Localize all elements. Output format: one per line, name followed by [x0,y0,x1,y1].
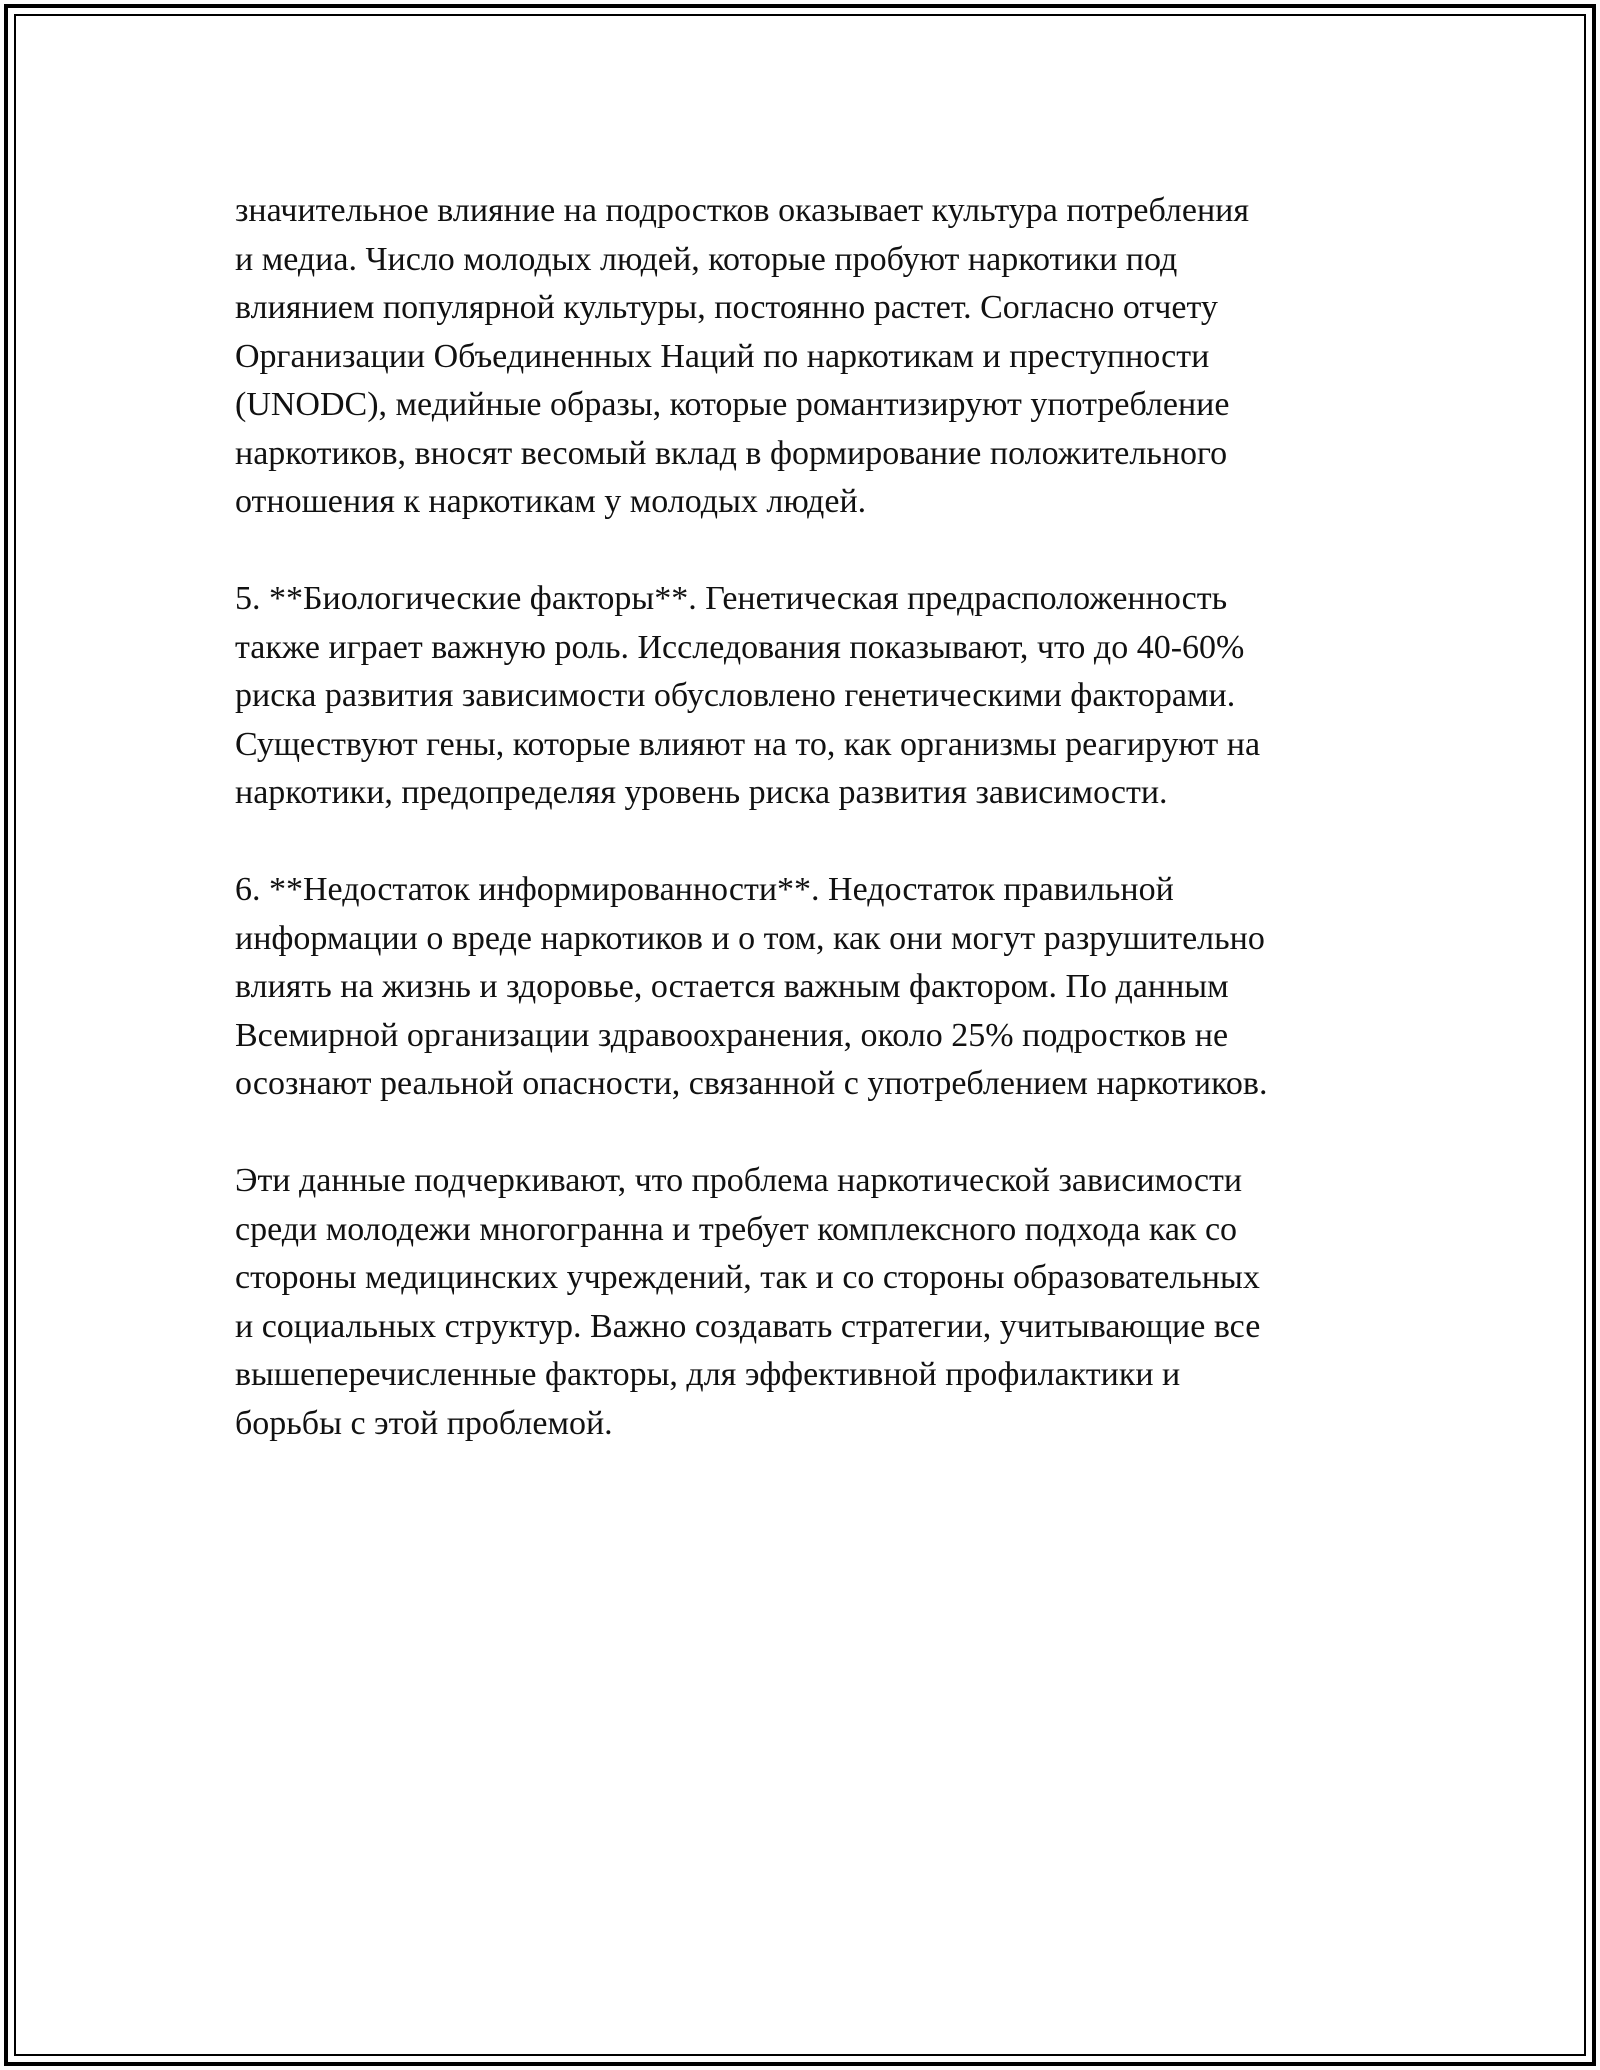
text-line: риска развития зависимости обусловлено генетическими факторами. [235,677,1236,714]
text-line: осознают реальной опасности, связанной с употреблением наркотиков. [235,1065,1268,1102]
document-body [235,187,1375,1448]
text-line: Всемирной организации здравоохранения, около 25% подростков не [235,1016,1229,1054]
text-line: влиять на жизнь и здоровье, остается важным фактором. По данным [235,968,1229,1005]
text-line: Эти данные подчеркивают, что проблема наркотической зависимости [235,1162,1243,1199]
text-line: Организации Объединенных Наций по наркотикам и преступности [235,337,1210,375]
text-line: 5. **Биологические факторы**. Генетическая предрасположенность [235,580,1228,617]
text-line: (UNODC), медийные образы, которые романтизируют употребление [235,386,1230,423]
text-line: и социальных структур. Важно создавать стратегии, учитывающие все [235,1307,1261,1345]
text-line: значительное влияние на подростков оказывает культура потребления [235,192,1249,229]
text-line: вышеперечисленные факторы, для эффективной профилактики и [235,1356,1181,1393]
text-line: влиянием популярной культуры, постоянно растет. Согласно отчету [235,289,1218,326]
paragraph-biological-factors [235,575,1375,818]
text-line: борьбы с этой проблемой. [235,1404,613,1442]
text-line: информации о вреде наркотиков и о том, как они могут разрушительно [235,919,1265,957]
text-line: наркотиков, вносят весомый вклад в формирование положительного [235,434,1228,472]
paragraph-media-influence [235,187,1375,527]
text-line: также играет важную роль. Исследования показывают, что до 40-60% [235,628,1245,666]
paragraph-conclusion [235,1157,1375,1448]
text-line: 6. **Недостаток информированности**. Недостаток правильной [235,871,1174,908]
paragraph-lack-of-awareness [235,866,1375,1109]
text-line: и медиа. Число молодых людей, которые пробуют наркотики под [235,240,1178,278]
text-line: Существуют гены, которые влияют на то, как организмы реагируют на [235,725,1261,763]
text-line: стороны медицинских учреждений, так и со стороны образовательных [235,1259,1260,1296]
text-line: наркотики, предопределяя уровень риска развития зависимости. [235,774,1168,811]
text-line: среди молодежи многогранна и требует комплексного подхода как со [235,1210,1238,1248]
text-line: отношения к наркотикам у молодых людей. [235,483,867,520]
